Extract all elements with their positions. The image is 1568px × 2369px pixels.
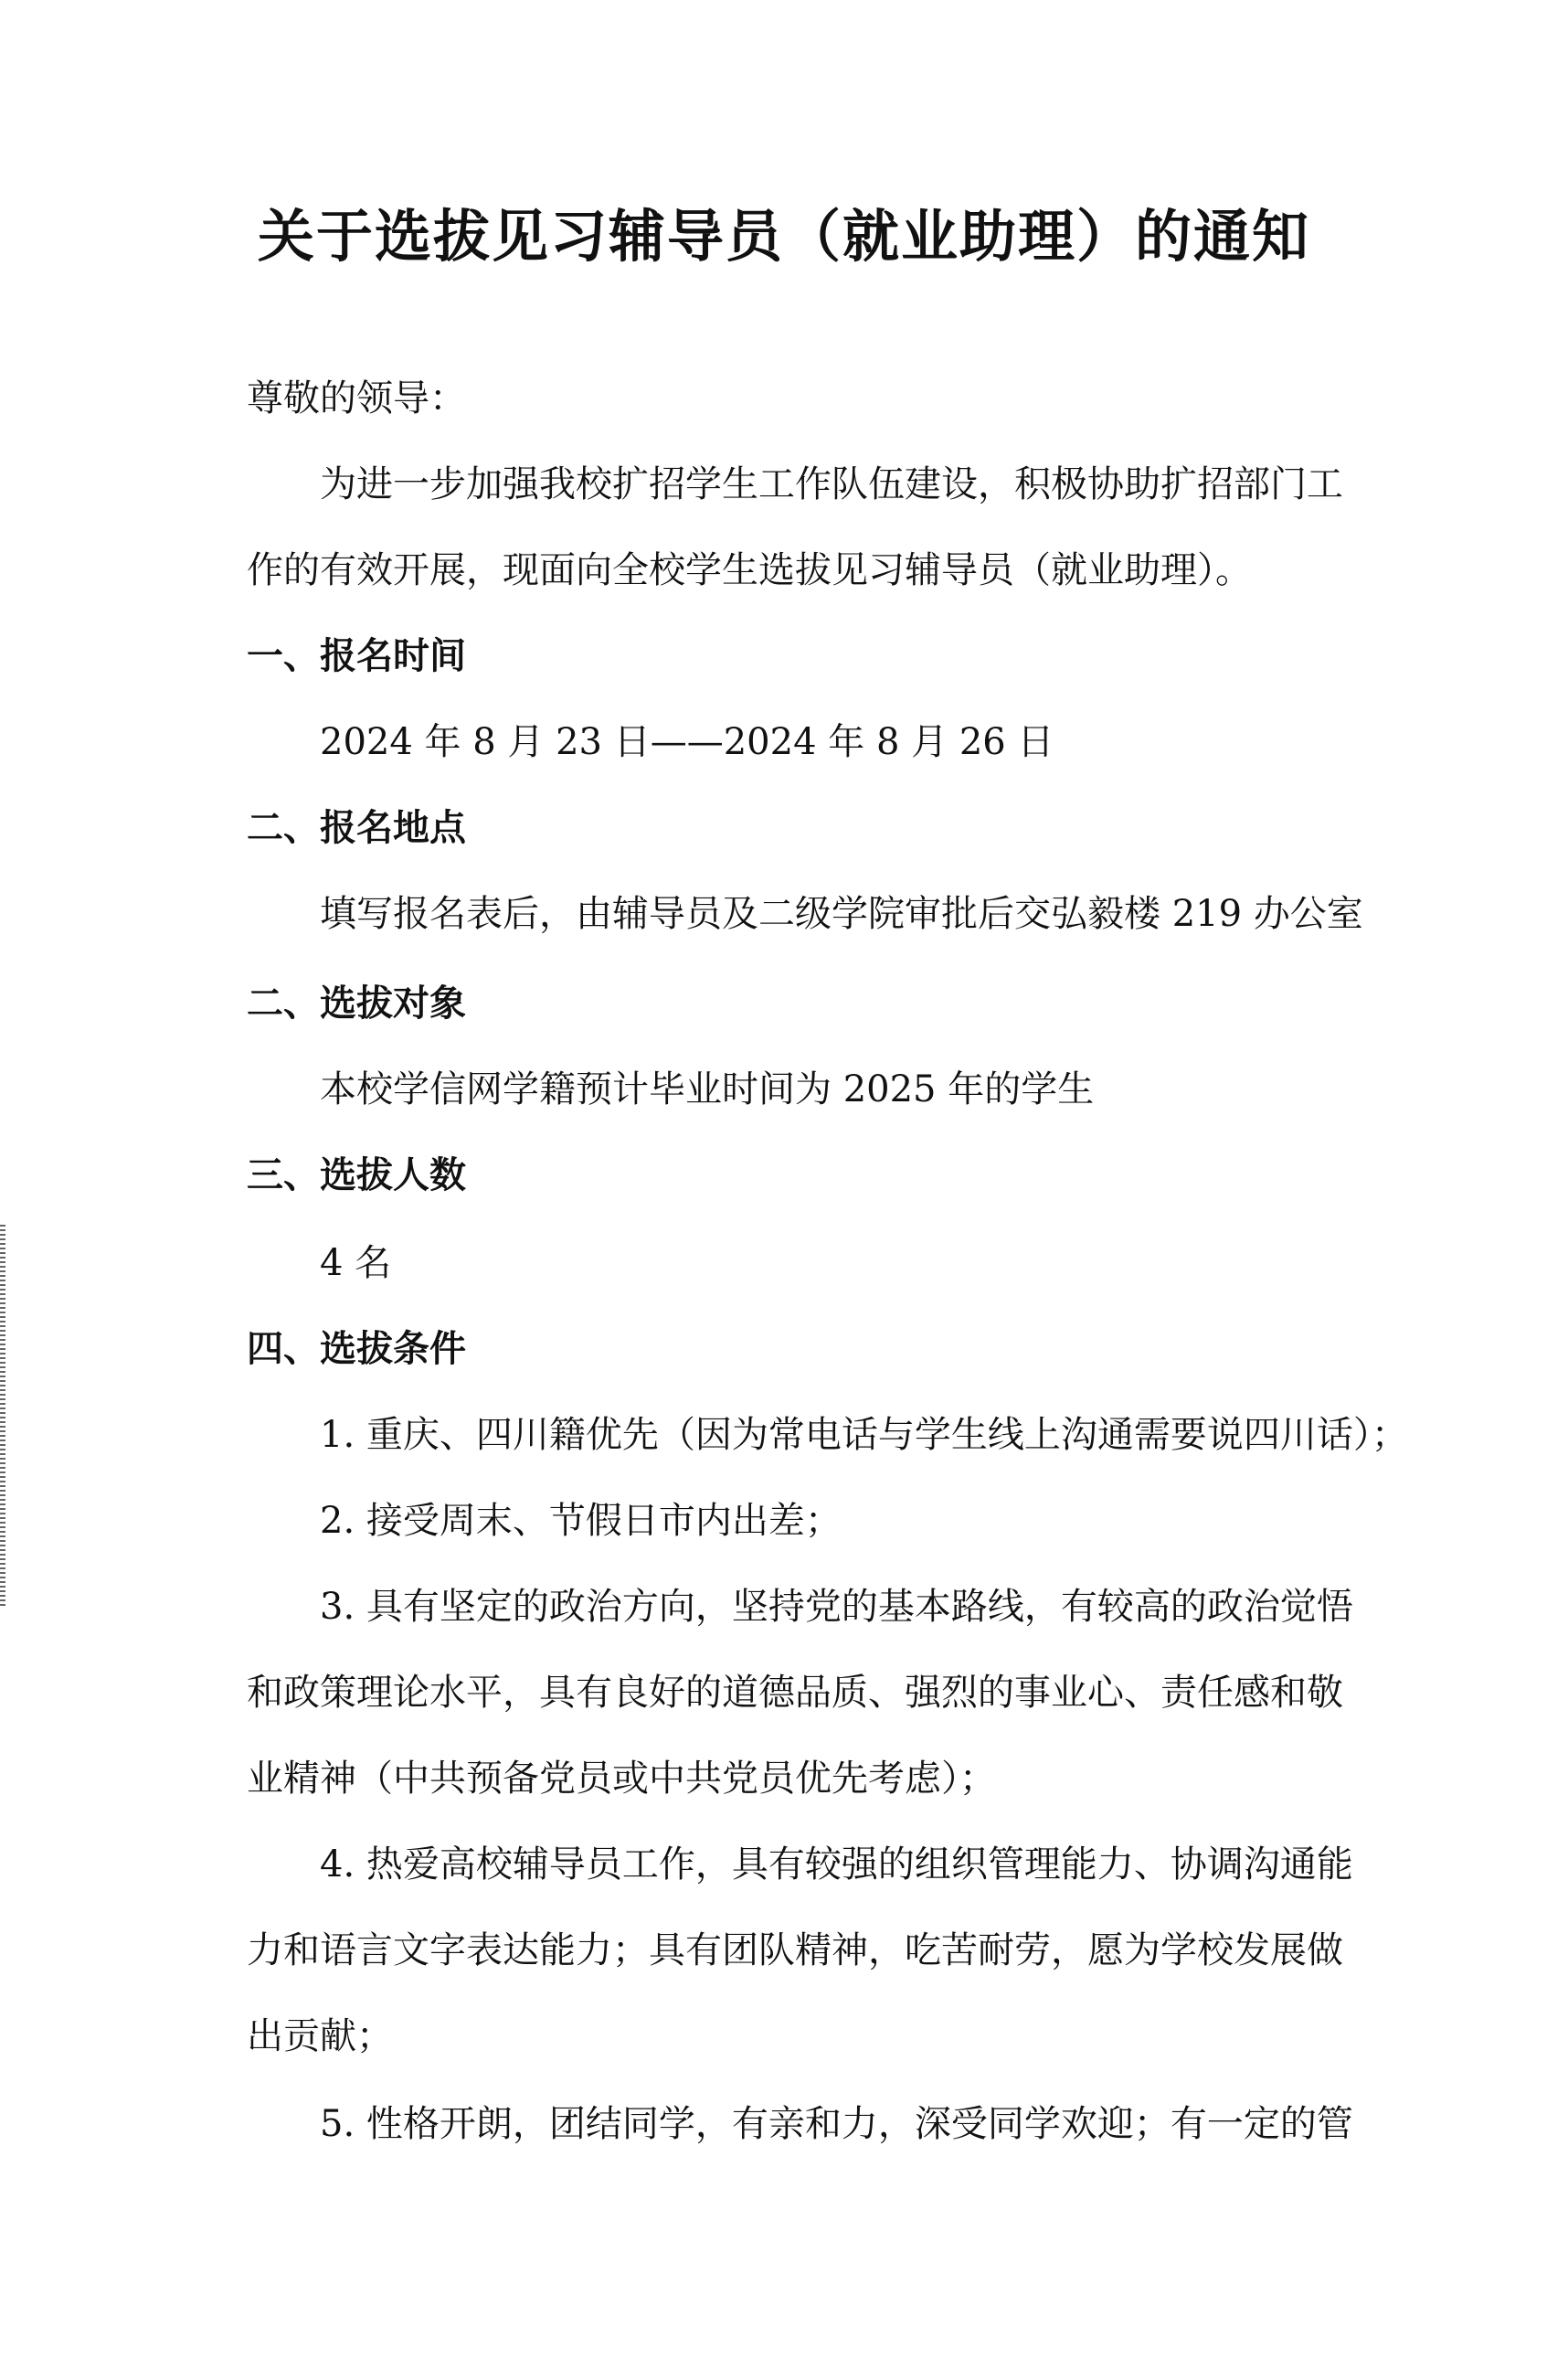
criteria-item-4-line-3: 出贡献； [247,2015,393,2057]
section-heading-number-selected: 三、选拔人数 [247,1154,466,1196]
criteria-item-3-line-2: 和政策理论水平，具有良好的道德品质、强烈的事业心、责任感和敬 [247,1672,1343,1714]
criteria-item-4-line-1: 4. 热爱高校辅导员工作，具有较强的组织管理能力、协调沟通能 [320,1843,1353,1886]
salutation: 尊敬的领导： [247,377,466,420]
intro-line-1: 为进一步加强我校扩招学生工作队伍建设，积极协助扩招部门工 [320,463,1343,505]
criteria-item-1: 1. 重庆、四川籍优先（因为常电话与学生线上沟通需要说四川话）； [320,1414,1408,1456]
criteria-item-3-line-3: 业精神（中共预备党员或中共党员优先考虑）； [247,1758,996,1800]
registration-location-value: 填写报名表后，由辅导员及二级学院审批后交弘毅楼 219 办公室 [320,893,1363,935]
notice-title: 关于选拔见习辅导员（就业助理）的通知 [257,203,1310,270]
scan-edge-artifact [0,1225,5,1609]
criteria-item-2: 2. 接受周末、节假日市内出差； [320,1500,842,1542]
criteria-item-3-line-1: 3. 具有坚定的政治方向，坚持党的基本路线，有较高的政治觉悟 [320,1586,1353,1628]
registration-time-value: 2024 年 8 月 23 日——2024 年 8 月 26 日 [320,721,1054,763]
number-selected-value: 4 名 [320,1242,392,1284]
section-heading-registration-location: 二、报名地点 [247,807,466,849]
section-heading-selection-criteria: 四、选拔条件 [247,1328,466,1370]
criteria-item-5-line-1: 5. 性格开朗，团结同学，有亲和力，深受同学欢迎；有一定的管 [320,2103,1353,2145]
section-heading-registration-time: 一、报名时间 [247,635,466,677]
intro-line-2: 作的有效开展，现面向全校学生选拔见习辅导员（就业助理）。 [247,549,1252,591]
criteria-item-4-line-2: 力和语言文字表达能力；具有团队精神，吃苦耐劳，愿为学校发展做 [247,1929,1343,1971]
eligible-candidates-value: 本校学信网学籍预计毕业时间为 2025 年的学生 [320,1068,1095,1110]
section-heading-eligible-candidates: 二、选拔对象 [247,983,466,1025]
